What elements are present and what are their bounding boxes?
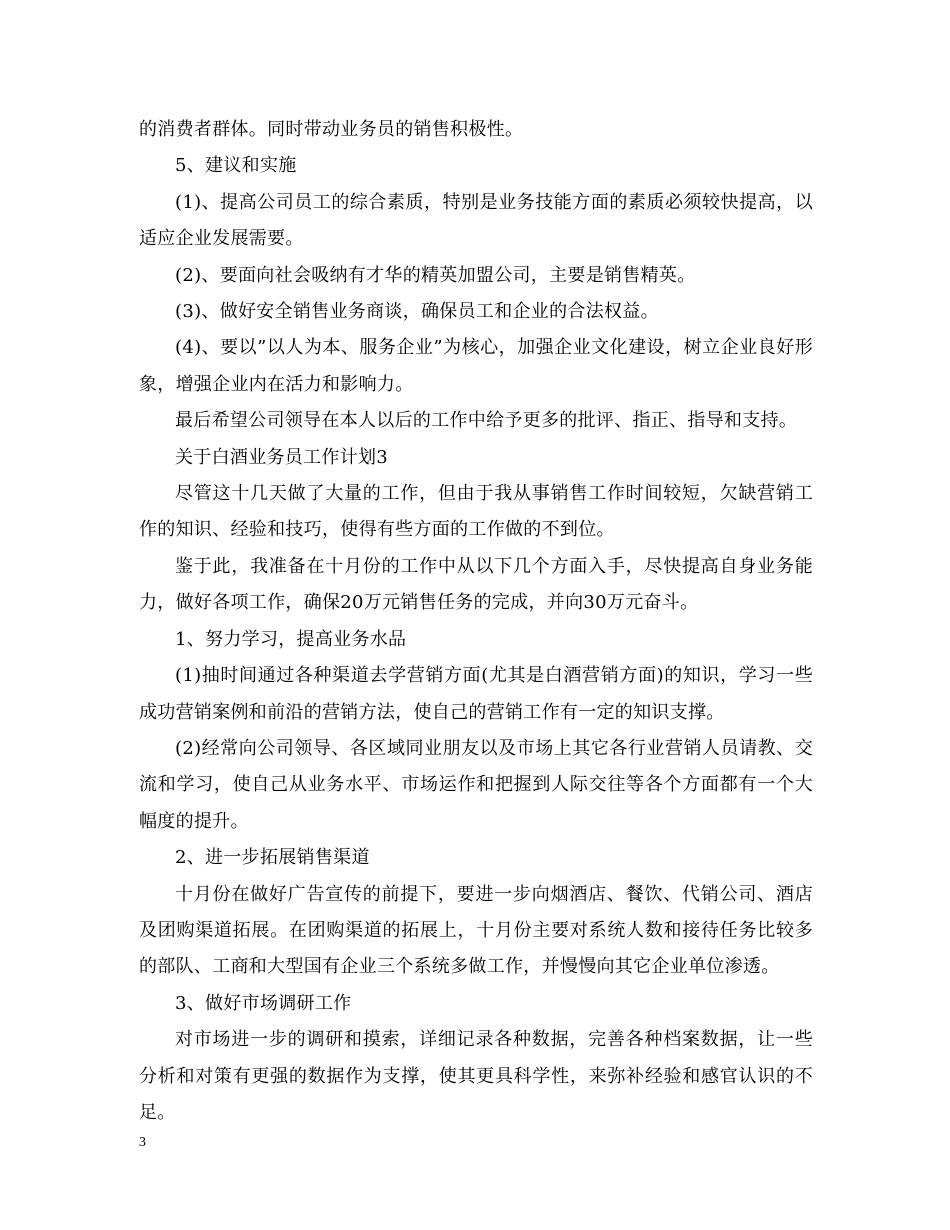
paragraph: 尽管这十几天做了大量的工作，但由于我从事销售工作时间较短，欠缺营销工作的知识、经验和技巧，使得有些方面的工作做的不到位。 xyxy=(139,483,813,541)
paragraph: (4)、要以”以人为本、服务企业”为核心，加强企业文化建设，树立企业良好形象，增强企业内在活力和影响力。 xyxy=(139,337,813,395)
document-body xyxy=(139,112,813,1131)
paragraph: 对市场进一步的调研和摸索，详细记录各种数据，完善各种档案数据，让一些分析和对策有更强的数据作为支撑，使其更具科学性，来弥补经验和感官认识的不足。 xyxy=(139,1029,813,1123)
paragraph: (1)抽时间通过各种渠道去学营销方面(尤其是白酒营销方面)的知识，学习一些成功营销案例和前沿的营销方法，使自己的营销工作有一定的知识支撑。 xyxy=(139,665,813,723)
section-heading: 2、进一步拓展销售渠道 xyxy=(175,847,370,869)
paragraph: (2)经常向公司领导、各区域同业朋友以及市场上其它各行业营销人员请教、交流和学习，使自己从业务水平、市场运作和把握到人际交往等各个方面都有一个大幅度的提升。 xyxy=(139,737,813,832)
section-heading: 3、做好市场调研工作 xyxy=(175,992,352,1014)
page-number: 3 xyxy=(139,1135,146,1150)
section-title: 关于白酒业务员工作计划3 xyxy=(175,446,389,468)
section-heading: 5、建议和实施 xyxy=(175,155,297,177)
paragraph: 十月份在做好广告宣传的前提下，要进一步向烟酒店、餐饮、代销公司、酒店及团购渠道拓展。在团购渠道的拓展上，十月份主要对系统人数和接待任务比较多的部队、工商和大型国有企业三个系统多做工作，并慢慢向其它企业单位渗透。 xyxy=(139,883,813,978)
paragraph: (1)、提高公司员工的综合素质，特别是业务技能方面的素质必须较快提高，以适应企业发展需要。 xyxy=(139,191,813,250)
section-heading: 1、努力学习，提高业务水品 xyxy=(175,628,407,650)
paragraph: 的消费者群体。同时带动业务员的销售积极性。 xyxy=(139,119,524,140)
paragraph: (2)、要面向社会吸纳有才华的精英加盟公司，主要是销售精英。 xyxy=(175,264,696,286)
paragraph: 最后希望公司领导在本人以后的工作中给予更多的批评、指正、指导和支持。 xyxy=(175,410,798,432)
paragraph: (3)、做好安全销售业务商谈，确保员工和企业的合法权益。 xyxy=(175,301,659,323)
paragraph: 鉴于此，我准备在十月份的工作中从以下几个方面入手，尽快提高自身业务能力，做好各项工作，确保20万元销售任务的完成，并向30万元奋斗。 xyxy=(139,555,813,614)
